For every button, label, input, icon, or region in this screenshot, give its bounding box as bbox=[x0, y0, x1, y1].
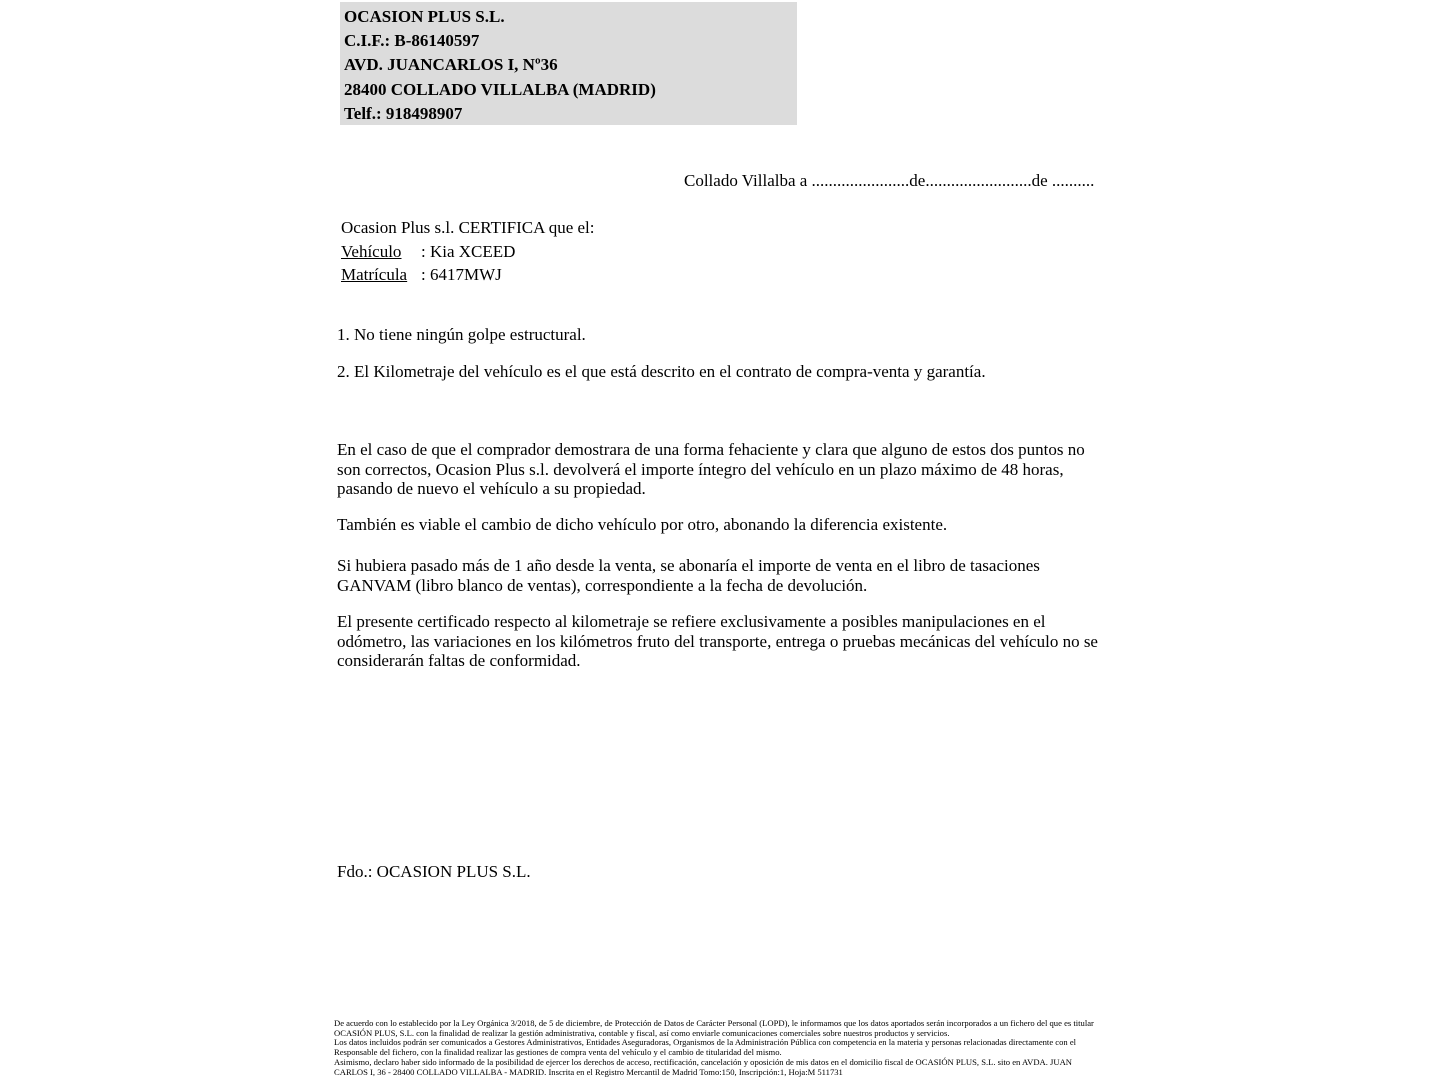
legal-line: Responsable del fichero, con la finalidad realizar las gestiones de compra venta del vehículo y el cambio de titularidad del mismo. bbox=[334, 1047, 782, 1058]
company-phone: Telf.: 918498907 bbox=[344, 103, 463, 123]
certification-block bbox=[341, 216, 595, 287]
plate-label: Matrícula bbox=[341, 265, 408, 284]
certification-intro: Ocasion Plus s.l. CERTIFICA que el: bbox=[341, 218, 595, 237]
legal-line: CARLOS I, 36 - 28400 COLLADO VILLALBA - MADRID. Inscrita en el Registro Mercantil de Madrid Tomo:150, Inscripción:1, Hoja:M 511731 bbox=[334, 1066, 843, 1077]
vehicle-field bbox=[341, 240, 595, 264]
legal-line: Los datos incluidos podrán ser comunicados a Gestores Administrativos, Entidades Aseguradoras, Organismos de la Administración Pública con competencia en la materia y personas relacionadas directamente con el bbox=[334, 1037, 1077, 1048]
company-cif: C.I.F.: B-86140597 bbox=[344, 31, 480, 51]
signature-line: Fdo.: OCASION PLUS S.L. bbox=[337, 862, 531, 881]
paragraph-exchange-option: También es viable el cambio de dicho vehículo por otro, abonando la diferencia existente. bbox=[337, 515, 948, 534]
company-address: AVD. JUANCARLOS I, Nº36 bbox=[344, 55, 558, 75]
plate-value: : 6417MWJ bbox=[421, 265, 502, 284]
paragraph-odometer-disclaimer: El presente certificado respecto al kilometraje se refiere exclusivamente a posibles manipulaciones en el odómetro, las variaciones en los kilómetros fruto del transporte, entrega o pruebas mecánicas del vehículo no se considerarán faltas de conformidad. bbox=[337, 612, 1098, 671]
point-1: 1. No tiene ningún golpe estructural. bbox=[337, 325, 586, 344]
paragraph-refund-terms: En el caso de que el comprador demostrara de una forma fehaciente y clara que alguno de estos dos puntos no son correctos, Ocasion Plus s.l. devolverá el importe íntegro del vehículo en un plazo máximo de 48 horas, pasando de nuevo el vehículo a su propiedad. bbox=[337, 440, 1085, 499]
point-2: 2. El Kilometraje del vehículo es el que está descrito en el contrato de compra-venta y garantía. bbox=[337, 362, 986, 381]
company-city: 28400 COLLADO VILLALBA (MADRID) bbox=[344, 79, 656, 99]
legal-line: De acuerdo con lo establecido por la Ley Orgánica 3/2018, de 5 de diciembre, de Protección de Datos de Carácter Personal (LOPD), le informamos que los datos aportados serán incorporados a un fichero del que es titular bbox=[334, 1018, 1094, 1028]
company-header-box bbox=[340, 2, 797, 125]
legal-line: Asimismo, declaro haber sido informado de la posibilidad de ejercer los derechos de acceso, rectificación, cancelación y oposición de mis datos en el domicilio fiscal de OCASIÓN PLUS, S.L. sito en AVDA. JUAN bbox=[334, 1056, 1073, 1067]
legal-footer bbox=[334, 1019, 1104, 1077]
date-line: Collado Villalba a .......................de.........................de .......... bbox=[684, 171, 1095, 190]
paragraph-ganvam: Si hubiera pasado más de 1 año desde la venta, se abonaría el importe de venta en el libro de tasaciones GANVAM (libro blanco de ventas), correspondiente a la fecha de devolución. bbox=[337, 556, 1040, 595]
legal-line: OCASIÓN PLUS, S.L. con la finalidad de realizar la gestión administrativa, contable y fiscal, así como enviarle comunicaciones comerciales sobre nuestros productos y servicios. bbox=[334, 1027, 950, 1038]
vehicle-value: : Kia XCEED bbox=[421, 241, 516, 261]
company-name: OCASION PLUS S.L. bbox=[344, 7, 505, 26]
vehicle-label: Vehículo bbox=[341, 241, 402, 261]
plate-field bbox=[341, 263, 595, 287]
